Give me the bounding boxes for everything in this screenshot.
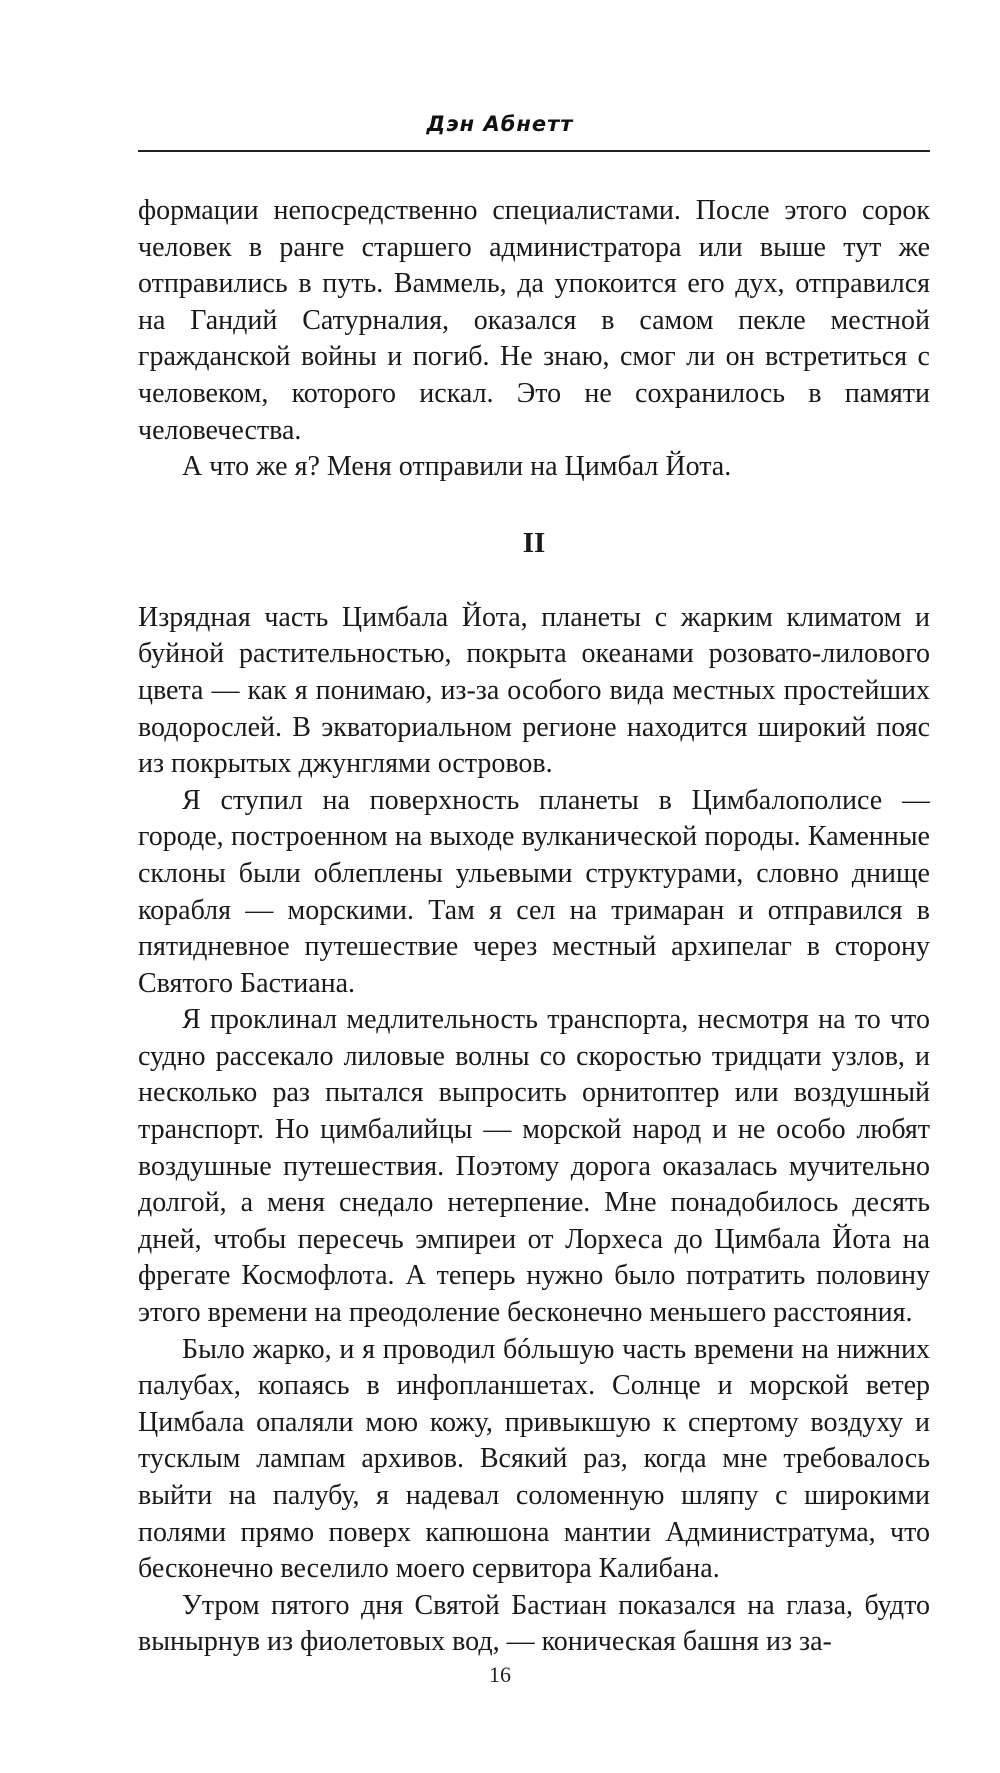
paragraph: Изрядная часть Цимбала Йота, планеты с жарким климатом и буйной растительностью, покрыта океанами розовато-лилового цвета — как я понимаю, из-за особого вида местных простейших водорослей. В экваториальном регионе находится широкий пояс из покрытых джунглями островов. xyxy=(138,601,930,780)
page-number: 16 xyxy=(489,1662,511,1687)
header-divider xyxy=(138,150,930,152)
paragraph: А что же я? Меня отправили на Цимбал Йота. xyxy=(182,451,732,483)
running-header-author: Дэн Абнетт xyxy=(426,112,574,136)
paragraph: Я проклинал медлительность транспорта, несмотря на то что судно рассекало лиловые волны со скоростью тридцати узлов, и несколько раз пытался выпросить орнитоптер или воздушный транспорт. Но цимбалийцы — морской народ и не особо любят воздушные путешествия. Поэтому дорога оказалась мучительно долгой, а меня снедало нетерпение. Мне понадобилось десять дней, чтобы пересечь эмпиреи от Лорхеса до Цимбала Йота на фрегате Космофлота. А теперь нужно было потратить половину этого времени на преодоление бесконечно меньшего расстояния. xyxy=(138,1004,930,1329)
paragraph: Было жарко, и я проводил бóльшую часть времени на нижних палубах, копаясь в инфопланшетах. Солнце и морской ветер Цимбала опаляли мою кожу, привыкшую к спертому воздуху и тусклым лампам архивов. Всякий раз, когда мне требовалось выйти на палубу, я надевал соломенную шляпу с широкими полями прямо поверх капюшона мантии Администратума, что бесконечно веселило моего сервитора Калибана. xyxy=(138,1333,930,1585)
paragraph: Я ступил на поверхность планеты в Цимбалополисе — городе, построенном на выходе вулканической породы. Каменные склоны были облеплены ульевыми структурами, словно днище корабля — морскими. Там я сел на тримаран и отправился в пятидневное путешествие через местный архипелаг в сторону Святого Бастиана. xyxy=(138,784,930,999)
paragraph: Утром пятого дня Святой Бастиан показался на глаза, будто вынырнув из фиолетовых вод, — коническая башня из за- xyxy=(138,1589,930,1658)
body-text xyxy=(138,193,930,1661)
chapter-heading: II xyxy=(522,526,546,559)
paragraph: формации непосредственно специалистами. После этого сорок человек в ранге старшего администратора или выше тут же отправились в путь. Ваммель, да упокоится его дух, отправился на Гандий Сатурналия, оказался в самом пекле местной гражданской войны и погиб. Не знаю, смог ли он встретиться с человеком, которого искал. Это не сохранилось в памяти человечества. xyxy=(138,195,930,446)
